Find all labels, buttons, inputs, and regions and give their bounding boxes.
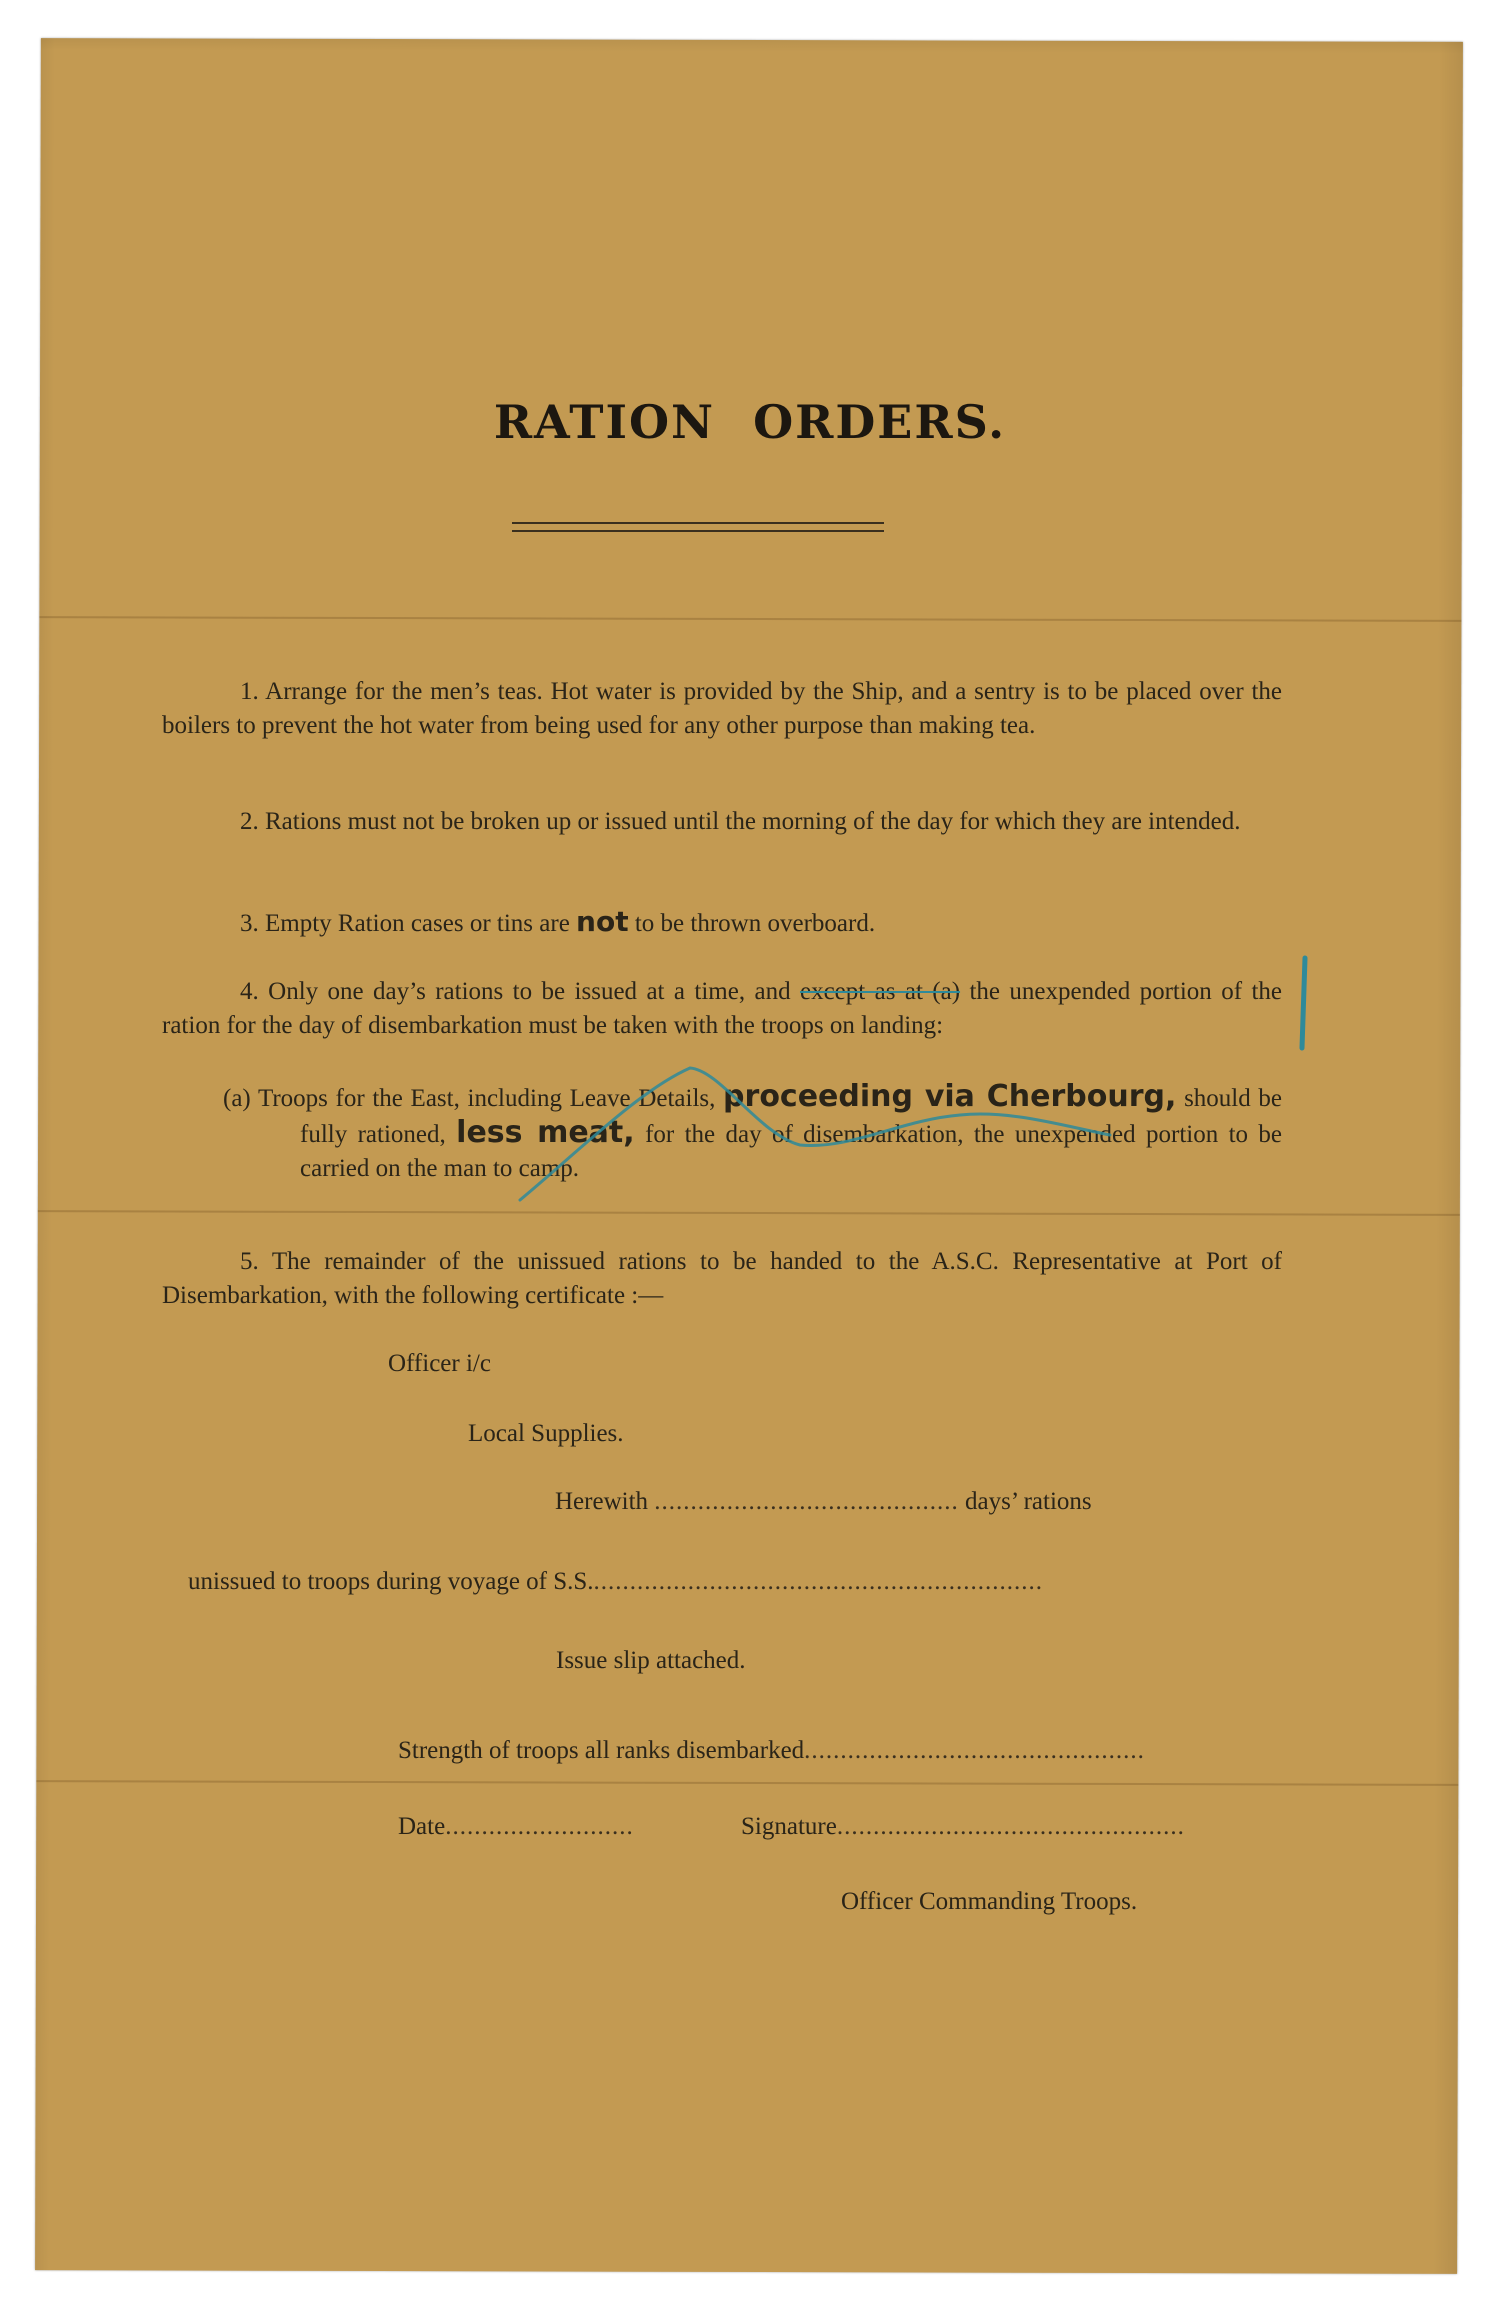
paragraph-3-text-a: 3. Empty Ration cases or tins are [240, 910, 570, 937]
paragraph-4 [162, 975, 1282, 1043]
fold-line [38, 1210, 1460, 1216]
herewith-label: Herewith [555, 1488, 649, 1515]
paragraph-4-text-a: 4. Only one day’s rations to be issued at a time, and [240, 978, 791, 1005]
paragraph-2 [162, 805, 1282, 839]
paragraph-4a-text-a: (a) Troops for the East, including Leave Details, [223, 1085, 716, 1112]
paragraph-4a-emphasis-meat: less meat, [456, 1115, 635, 1150]
title-rule [512, 530, 884, 532]
fold-line [36, 1780, 1458, 1786]
title-rule [512, 522, 884, 524]
paragraph-4a [223, 1079, 1283, 1186]
certificate-officer-commanding: Officer Commanding Troops. [841, 1888, 1138, 1915]
strength-label: Strength of troops all ranks disembarked [398, 1737, 805, 1764]
strength-blank[interactable]: ............................................... [804, 1737, 1145, 1764]
signature-label: Signature [741, 1813, 837, 1840]
voyage-label: unissued to troops during voyage of S.S. [188, 1568, 594, 1595]
certificate-issue-slip: Issue slip attached. [556, 1647, 746, 1674]
herewith-blank[interactable]: .......................................... [654, 1488, 959, 1515]
date-blank[interactable]: .......................... [445, 1813, 634, 1840]
paragraph-3-emphasis: not [576, 905, 629, 938]
paragraph-3 [162, 905, 1282, 941]
paragraph-1 [162, 675, 1282, 743]
paragraph-4a-text-b: should be fully rationed, [300, 1085, 1282, 1148]
voyage-blank[interactable]: .............................................................. [593, 1568, 1044, 1595]
paragraph-4a-emphasis-route: proceeding via Cherbourg, [723, 1079, 1177, 1114]
certificate-local-supplies: Local Supplies. [468, 1420, 624, 1447]
certificate-signature-line [741, 1813, 1185, 1841]
paragraph-4a-text-c: for the day of disembarkation, the unexpended portion to be carried on the man to camp. [300, 1121, 1283, 1182]
paragraph-2-text: 2. Rations must not be broken up or issued until the morning of the day for which they are intended. [240, 808, 1241, 835]
paragraph-3-text-b: to be thrown overboard. [634, 910, 876, 937]
struck-through-text: except as at (a) [799, 978, 961, 1005]
certificate-date-line [398, 1813, 634, 1841]
document-title: RATION ORDERS. [493, 395, 1007, 449]
certificate-officer: Officer i/c [388, 1350, 491, 1377]
date-label: Date [398, 1813, 446, 1840]
paragraph-4-text-b: the unexpended portion of the ration for the day of disembarkation must be taken with the troops on landing: [162, 978, 1282, 1039]
days-rations-label: days’ rations [965, 1488, 1092, 1515]
certificate-voyage-line [188, 1568, 1043, 1596]
certificate-herewith-line [555, 1488, 1092, 1516]
paragraph-1-text: 1. Arrange for the men’s teas. Hot water is provided by the Ship, and a sentry is to be placed over the boilers to prevent the hot water from being used for any other purpose than making tea. [162, 678, 1282, 739]
paragraph-5-text: 5. The remainder of the unissued rations to be handed to the A.S.C. Representative at Port of Disembarkation, with the following certificate :— [162, 1248, 1282, 1309]
fold-line [39, 616, 1461, 622]
signature-blank[interactable]: ................................................ [836, 1813, 1185, 1840]
paragraph-5 [162, 1245, 1282, 1313]
certificate-strength-line [398, 1737, 1145, 1765]
